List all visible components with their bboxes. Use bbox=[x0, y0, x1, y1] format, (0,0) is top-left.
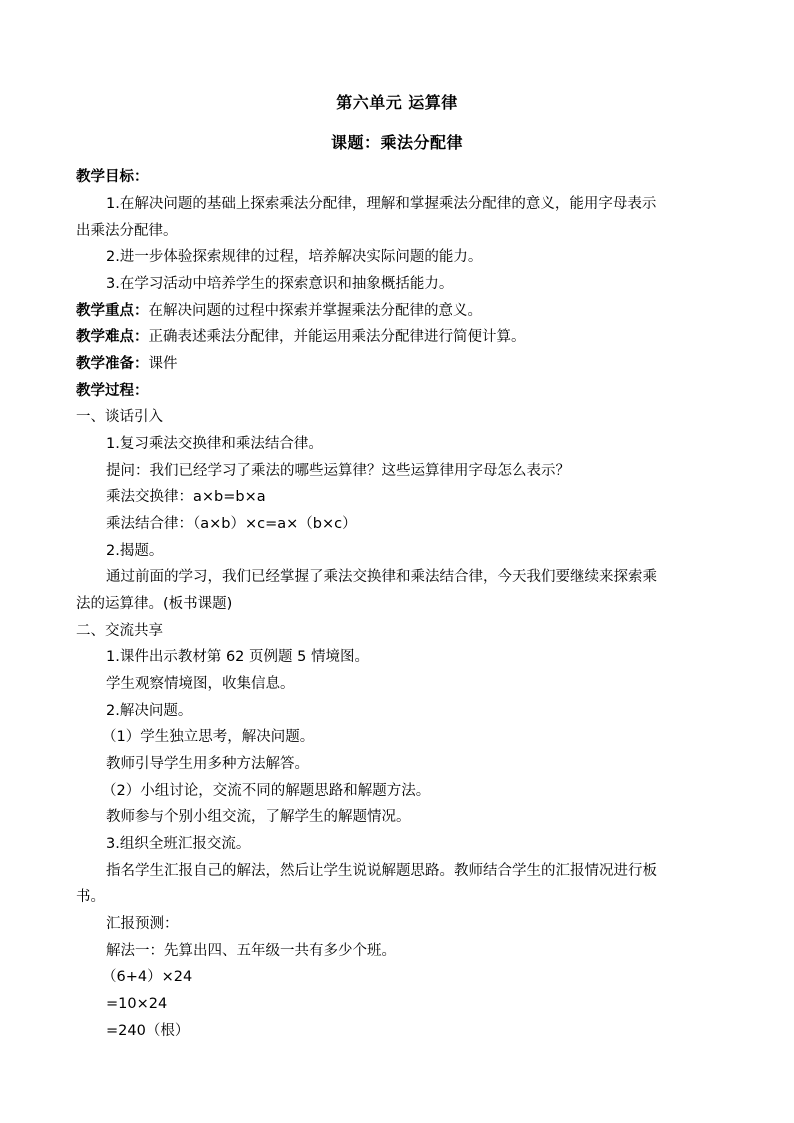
goal-1-line-2: 出乘法分配律。 bbox=[76, 223, 178, 239]
preparation bbox=[76, 354, 722, 374]
difficulty bbox=[76, 327, 722, 347]
goals-heading: 教学目标： bbox=[76, 169, 149, 185]
unit-title: 第六单元 运算律 bbox=[336, 93, 458, 112]
section-1-heading: 一、谈话引入 bbox=[76, 409, 163, 425]
section-2-step-1: 1.课件出示教材第 62 页例题 5 情境图。 bbox=[106, 649, 369, 665]
section-2-heading: 二、交流共享 bbox=[76, 623, 163, 639]
section-1-step-2: 2.揭题。 bbox=[106, 543, 164, 559]
process-heading: 教学过程： bbox=[76, 383, 149, 399]
section-2-step-2b: （2）小组讨论，交流不同的解题思路和解题方法。 bbox=[102, 783, 431, 799]
difficulty-text: 正确表述乘法分配律，并能运用乘法分配律进行简便计算。 bbox=[148, 329, 526, 345]
preparation-label: 教学准备： bbox=[76, 356, 149, 372]
method-1-expr-2: =10×24 bbox=[106, 996, 168, 1012]
goal-3: 3.在学习活动中培养学生的探索意识和抽象概括能力。 bbox=[106, 276, 454, 292]
lesson-title: 课题：乘法分配律 bbox=[330, 133, 463, 152]
section-2-step-2a-teacher: 教师引导学生用多种方法解答。 bbox=[106, 756, 309, 772]
commutative-law: 乘法交换律：a×b=b×a bbox=[106, 489, 266, 505]
section-1-intro-line-2: 法的运算律。(板书课题) bbox=[76, 596, 233, 612]
section-2-report-line-1: 指名学生汇报自己的解法，然后让学生说说解题思路。教师结合学生的汇报情况进行板 bbox=[106, 863, 657, 879]
section-1-intro-line-1: 通过前面的学习，我们已经掌握了乘法交换律和乘法结合律，今天我们要继续来探索乘 bbox=[106, 569, 657, 585]
section-2-report-line-2: 书。 bbox=[76, 889, 105, 905]
section-2-step-2b-teacher: 教师参与个别小组交流，了解学生的解题情况。 bbox=[106, 809, 411, 825]
key-point bbox=[76, 301, 722, 321]
goal-2: 2.进一步体验探索规律的过程，培养解决实际问题的能力。 bbox=[106, 249, 483, 265]
key-point-label: 教学重点： bbox=[76, 303, 149, 319]
section-2-step-2: 2.解决问题。 bbox=[106, 703, 193, 719]
associative-law: 乘法结合律：（a×b）×c=a×（b×c） bbox=[106, 516, 357, 532]
method-1-expr-3: =240（根） bbox=[106, 1023, 190, 1039]
section-2-step-3: 3.组织全班汇报交流。 bbox=[106, 836, 251, 852]
section-2-observe: 学生观察情境图，收集信息。 bbox=[106, 676, 295, 692]
method-1: 解法一：先算出四、五年级一共有多少个班。 bbox=[106, 943, 396, 959]
method-1-expr-1: （6+4）×24 bbox=[102, 969, 193, 985]
section-1-question: 提问：我们已经学习了乘法的哪些运算律？这些运算律用字母怎么表示？ bbox=[106, 463, 570, 479]
goal-1-line-1: 1.在解决问题的基础上探索乘法分配律，理解和掌握乘法分配律的意义，能用字母表示 bbox=[106, 196, 657, 212]
section-1-step-1: 1.复习乘法交换律和乘法结合律。 bbox=[106, 436, 323, 452]
difficulty-label: 教学难点： bbox=[76, 329, 149, 345]
report-prediction: 汇报预测： bbox=[106, 916, 179, 932]
key-point-text: 在解决问题的过程中探索并掌握乘法分配律的意义。 bbox=[148, 303, 482, 319]
preparation-text: 课件 bbox=[148, 356, 178, 372]
section-2-step-2a: （1）学生独立思考，解决问题。 bbox=[102, 729, 315, 745]
